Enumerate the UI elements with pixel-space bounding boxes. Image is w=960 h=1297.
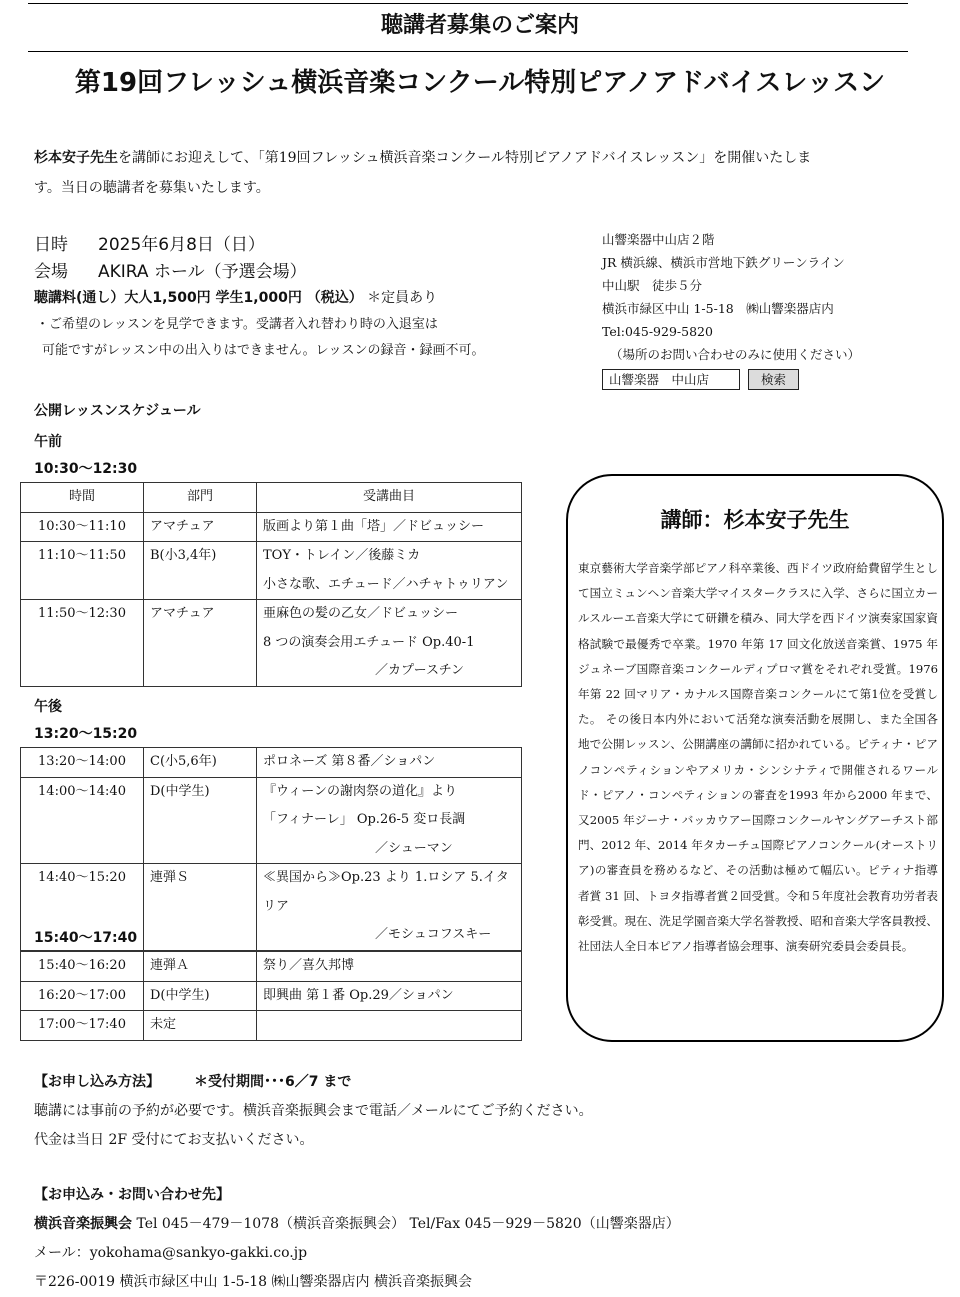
venue-line bbox=[34, 257, 307, 282]
intro-paragraph bbox=[34, 143, 914, 203]
row-pieces: ≪異国から≫Op.23 より 1.ロシア 5.イタリア ／モシュコフスキー bbox=[257, 864, 522, 951]
afternoon-label: 午後 bbox=[34, 699, 62, 715]
venue-value: AKIRA ホール（予選会場） bbox=[98, 262, 307, 282]
row-pieces: 亜麻色の髪の乙女／ドビュッシー 8 つの演奏会用エチュード Op.40-1 ／カプースチン bbox=[257, 600, 522, 687]
fee-text: 聴講料(通し）大人1,500円 学生1,000円 （税込） bbox=[34, 290, 363, 306]
table-header-row bbox=[21, 483, 522, 513]
search-button[interactable]: 検索 bbox=[748, 369, 799, 390]
table-row bbox=[21, 777, 522, 864]
venue-label: 会場 bbox=[34, 262, 68, 282]
application-section bbox=[34, 1068, 934, 1297]
header-pieces: 受講曲目 bbox=[257, 483, 522, 513]
teacher-name: 杉本安子先生 bbox=[34, 150, 118, 166]
row-time: 14:40～15:20 bbox=[21, 864, 144, 951]
schedule-title: 公開レッスンスケジュール bbox=[34, 403, 201, 419]
afternoon-schedule-table bbox=[20, 747, 522, 951]
row-time: 16:20～17:00 bbox=[21, 981, 144, 1011]
row-time: 10:30～11:10 bbox=[21, 512, 144, 542]
fee-note: ＊定員あり bbox=[367, 290, 438, 306]
morning-label: 午前 bbox=[34, 434, 62, 450]
intro-line2: す。当日の聴講者を募集いたします。 bbox=[34, 180, 270, 196]
row-time: 14:00～14:40 bbox=[21, 777, 144, 864]
table-row bbox=[21, 512, 522, 542]
evening-schedule-table bbox=[20, 951, 522, 1041]
row-time: 13:20～14:00 bbox=[21, 748, 144, 778]
venue-line-5: （場所のお問い合わせのみに使用ください） bbox=[610, 347, 861, 362]
note-line1: ・ご希望のレッスンを見学できます。受講者入れ替わり時の入退室は bbox=[36, 317, 438, 332]
page-title: 聴講者募集のご案内 bbox=[380, 13, 579, 38]
row-division: B(小3,4年) bbox=[144, 542, 257, 600]
fee-line bbox=[34, 287, 437, 307]
note-line2: 可能ですがレッスン中の出入りはできません。レッスンの録音・録画不可。 bbox=[42, 343, 485, 358]
instructor-title: 講師：杉本安子先生 bbox=[660, 508, 850, 532]
evening-time: 15:40～17:40 bbox=[34, 930, 138, 946]
header-time: 時間 bbox=[21, 483, 144, 513]
title-rule bbox=[28, 51, 908, 52]
row-pieces: 『ウィーンの謝肉祭の道化』より 「フィナーレ」 Op.26-5 変ロ長調 ／シューマン bbox=[257, 777, 522, 864]
row-time: 11:50～12:30 bbox=[21, 600, 144, 687]
row-division: C(小5,6年) bbox=[144, 748, 257, 778]
row-time: 17:00～17:40 bbox=[21, 1011, 144, 1041]
venue-line-1: JR 横浜線、横浜市営地下鉄グリーンライン bbox=[602, 255, 845, 270]
row-time: 15:40～16:20 bbox=[21, 952, 144, 982]
application-period: ＊受付期間･･･6／7 まで bbox=[194, 1074, 352, 1090]
venue-line-4: Tel:045-929-5820 bbox=[602, 324, 713, 339]
visit-notes bbox=[36, 312, 576, 364]
venue-line-0: 山響楽器中山店２階 bbox=[602, 232, 715, 247]
venue-line-2: 中山駅 徒歩５分 bbox=[602, 278, 703, 293]
application-heading-row bbox=[34, 1068, 934, 1097]
row-pieces: 祭り／喜久邦博 bbox=[257, 952, 522, 982]
row-pieces: 版画より第１曲「塔」／ドビュッシー bbox=[257, 512, 522, 542]
application-line2: 代金は当日 2F 受付にてお支払いください。 bbox=[34, 1132, 314, 1148]
row-division: 連弾Ｓ bbox=[144, 864, 257, 951]
intro-line1: を講師にお迎えして、「第19回フレッシュ横浜音楽コンクール特別ピアノアドバイスレッスン」を開催いたしま bbox=[118, 150, 812, 166]
event-title: 第19回フレッシュ横浜音楽コンクール特別ピアノアドバイスレッスン bbox=[74, 68, 886, 98]
table-row bbox=[21, 952, 522, 982]
search-box[interactable]: 山響楽器 中山店 bbox=[602, 369, 740, 390]
contact-address: 〒226-0019 横浜市緑区中山 1-5-18 ㈱山響楽器店内 横浜音楽振興会 bbox=[34, 1274, 472, 1290]
row-pieces bbox=[257, 1011, 522, 1041]
row-division: 連弾Ａ bbox=[144, 952, 257, 982]
contact-tel: Tel 045－479－1078（横浜音楽振興会） Tel/Fax 045－929－5820（山響楽器店） bbox=[136, 1216, 680, 1232]
search-row bbox=[602, 368, 932, 391]
contact-email[interactable]: メール：yokohama@sankyo-gakki.co.jp bbox=[34, 1245, 308, 1261]
row-division: D(中学生) bbox=[144, 777, 257, 864]
header-division: 部門 bbox=[144, 483, 257, 513]
table-row bbox=[21, 542, 522, 600]
table-row bbox=[21, 981, 522, 1011]
table-row bbox=[21, 748, 522, 778]
row-time: 11:10～11:50 bbox=[21, 542, 144, 600]
morning-schedule-table bbox=[20, 482, 522, 687]
row-pieces: 即興曲 第１番 Op.29／ショパン bbox=[257, 981, 522, 1011]
venue-access bbox=[602, 228, 932, 391]
row-division: 未定 bbox=[144, 1011, 257, 1041]
row-pieces: ポロネーズ 第８番／ショパン bbox=[257, 748, 522, 778]
afternoon-time: 13:20～15:20 bbox=[34, 726, 138, 742]
row-division: アマチュア bbox=[144, 512, 257, 542]
table-row bbox=[21, 1011, 522, 1041]
application-heading: 【お申し込み方法】 bbox=[34, 1074, 160, 1090]
contact-org: 横浜音楽振興会 bbox=[34, 1216, 132, 1232]
table-row bbox=[21, 600, 522, 687]
row-division: アマチュア bbox=[144, 600, 257, 687]
row-division: D(中学生) bbox=[144, 981, 257, 1011]
application-line1: 聴講には事前の予約が必要です。横浜音楽振興会まで電話／メールにてご予約ください。 bbox=[34, 1103, 593, 1119]
date-value: 2025年6月8日（日） bbox=[98, 235, 265, 255]
top-rule bbox=[28, 3, 908, 4]
morning-time: 10:30～12:30 bbox=[34, 461, 138, 477]
contact-tel-row bbox=[34, 1210, 934, 1239]
date-line bbox=[34, 230, 265, 255]
instructor-profile bbox=[566, 474, 944, 1042]
date-label: 日時 bbox=[34, 235, 68, 255]
venue-line-3: 横浜市緑区中山 1-5-18 ㈱山響楽器店内 bbox=[602, 301, 834, 316]
row-pieces: TOY・トレイン／後藤ミカ 小さな歌、エチュード／ハチャトゥリアン bbox=[257, 542, 522, 600]
contact-heading: 【お申込み・お問い合わせ先】 bbox=[34, 1187, 230, 1203]
instructor-bio: 東京藝術大学音楽学部ピアノ科卒業後、西ドイツ政府給費留学生として国立ミュンヘン音楽大学マイスタークラスに入学、さらに国立カールスルーエ音楽大学にて研鑽を積み、同大学を西ドイツ演奏家国家資格試験で最優秀で卒業。1970 年第 17 回文化放送音楽賞、1975 年ジュネーブ国際音楽コンクールディプロマ賞をそれぞれ受賞。1976 年第 22 回マリア・カナルス国際音楽コンクールにて第1位を受賞した。 その後日本内外において活発な演奏活動を展開し、また全国各地で公開レッスン、公開講座の講師に招かれている。ピティナ・ピアノコンペティションやアメリカ・シンシナティで開催されるワールド・ピアノ・コンペティションの審査を1993 年から2000 年まで、又2005 年ジーナ・バッカウアー国際コンクールヤングアーチスト部門、2012 年、2014 年タカーチュ国際ピアノコンクール(オーストリア)の審査員を務めるなど、その活動は極めて幅広い。ピティナ指導者賞 31 回、トヨタ指導者賞２回受賞。令和５年度社会教育功労者表彰受賞。現在、洗足学園音楽大学名誉教授、昭和音楽大学客員教授、社団法人全日本ピアノ指導者協会理事、演奏研究委員会委員長。 bbox=[578, 561, 938, 954]
